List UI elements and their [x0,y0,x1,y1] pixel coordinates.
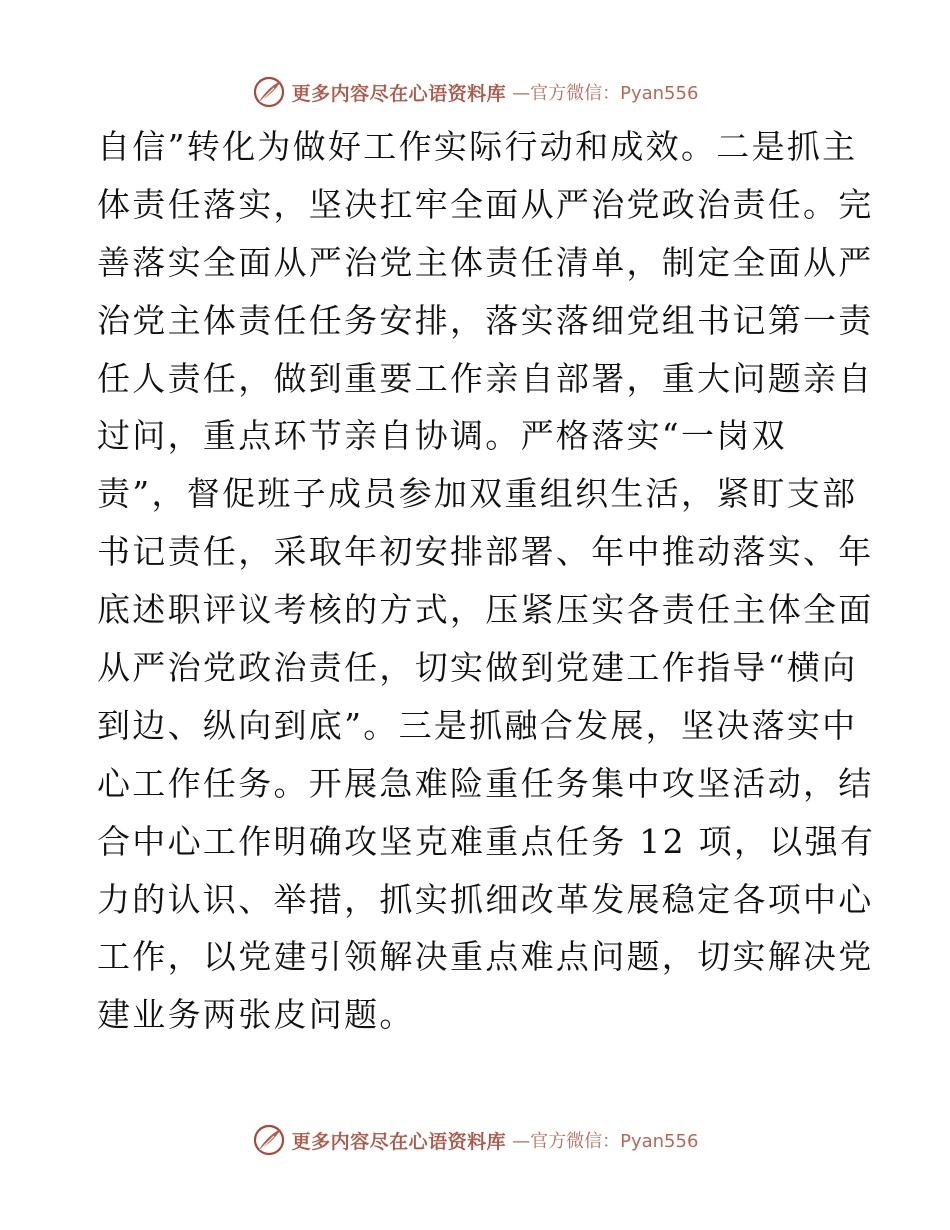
header-banner [0,72,950,112]
text-line: 从严治党政治责任，切实做到党建工作指导“横向 [97,648,858,688]
text-line: 建业务两张皮问题。 [97,995,415,1035]
text-line: 自信”转化为做好工作实际行动和成效。二是抓主 [97,127,858,166]
document-body [97,118,876,1044]
text-line: 任人责任，做到重要工作亲自部署，重大问题亲自 [97,358,874,398]
text-line: 到边、纵向到底”。三是抓融合发展，坚决落实中 [97,705,858,745]
text-line: 心工作任务。开展急难险重任务集中攻坚活动，结 [97,763,874,803]
feather-pen-icon [252,75,286,109]
text-line: 治党主体责任任务安排，落实落细党组书记第一责 [97,300,874,340]
text-line: 书记责任，采取年初安排部署、年中推动落实、年 [97,532,874,572]
wechat-contact: —官方微信：Pyan556 [512,83,699,104]
text-line: 工作，以党建引领解决重点难点问题，切实解决党 [97,937,874,977]
promo-text: 更多内容尽在心语资料库 [291,82,507,105]
text-line: 责”，督促班子成员参加双重组织生活，紧盯支部 [97,474,858,514]
text-line: 体责任落实，坚决扛牢全面从严治党政治责任。完 [97,184,874,224]
feather-pen-icon [252,1123,286,1157]
text-line: 底述职评议考核的方式，压紧压实各责任主体全面 [97,590,874,630]
wechat-contact: —官方微信：Pyan556 [512,1131,699,1152]
footer-banner [0,1120,950,1160]
text-line: 善落实全面从严治党主体责任清单，制定全面从严 [97,242,874,282]
text-line: 过问，重点环节亲自协调。严格落实“一岗双 [97,416,787,456]
text-line: 力的认识、举措，抓实抓细改革发展稳定各项中心 [97,879,874,919]
promo-text: 更多内容尽在心语资料库 [291,1130,507,1153]
text-line: 合中心工作明确攻坚克难重点任务 12 项，以强有 [97,821,876,861]
